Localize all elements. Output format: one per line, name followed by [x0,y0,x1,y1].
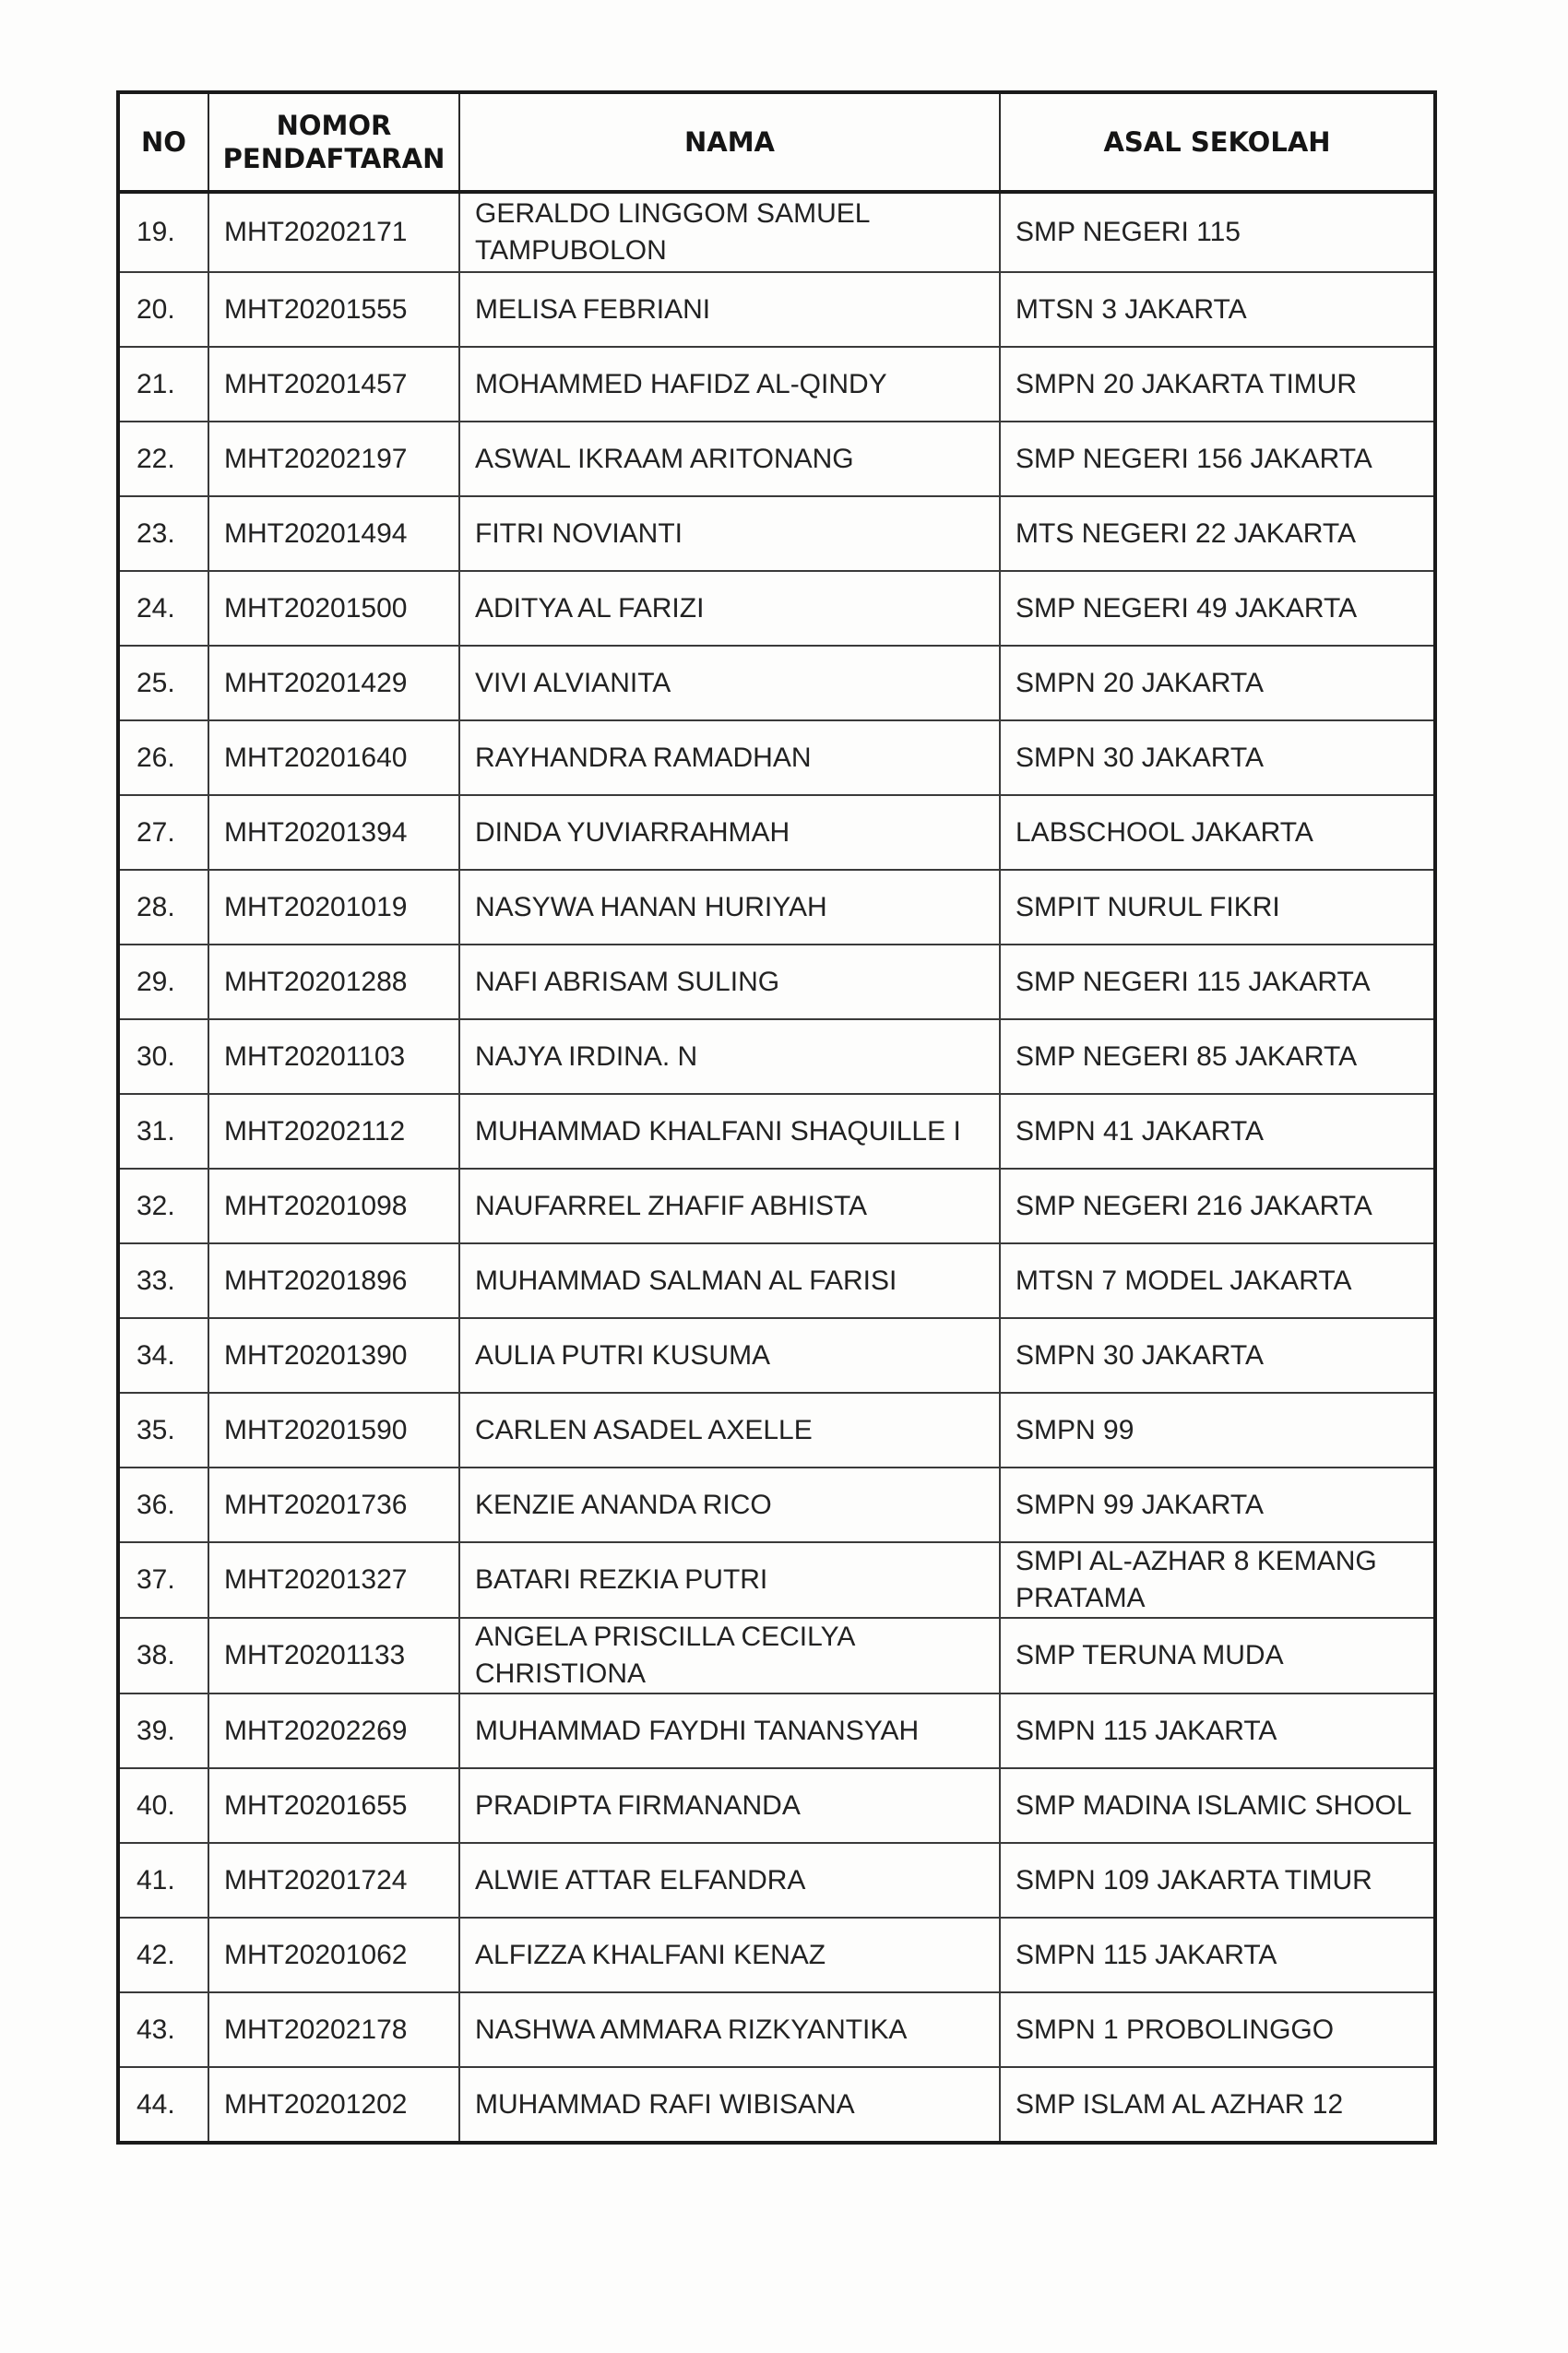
cell-nomor-pendaftaran: MHT20202197 [208,422,459,496]
cell-asal-sekolah: SMP MADINA ISLAMIC SHOOL [1000,1768,1435,1843]
cell-nama: ADITYA AL FARIZI [459,571,1000,646]
table-row [118,870,1435,945]
cell-asal-sekolah: SMPN 1 PROBOLINGGO [1000,1992,1435,2067]
cell-nama: RAYHANDRA RAMADHAN [459,720,1000,795]
cell-nama: MUHAMMAD FAYDHI TANANSYAH [459,1693,1000,1768]
cell-no: 42. [118,1918,208,1992]
table-row [118,1318,1435,1393]
cell-no: 23. [118,496,208,571]
cell-nomor-pendaftaran: MHT20201429 [208,646,459,720]
table-row [118,1768,1435,1843]
table-row [118,1618,1435,1693]
table-row [118,2067,1435,2143]
table-row [118,347,1435,422]
cell-asal-sekolah: SMPN 30 JAKARTA [1000,720,1435,795]
table-header [118,92,1435,192]
cell-asal-sekolah: SMP TERUNA MUDA [1000,1618,1435,1693]
cell-nomor-pendaftaran: MHT20201390 [208,1318,459,1393]
cell-nomor-pendaftaran: MHT20201327 [208,1542,459,1618]
cell-nomor-pendaftaran: MHT20201133 [208,1618,459,1693]
cell-no: 29. [118,945,208,1019]
cell-nomor-pendaftaran: MHT20202178 [208,1992,459,2067]
cell-asal-sekolah: SMPN 99 [1000,1393,1435,1468]
cell-nama: DINDA YUVIARRAHMAH [459,795,1000,870]
table-row [118,272,1435,347]
table-row [118,646,1435,720]
table-row [118,1693,1435,1768]
cell-nomor-pendaftaran: MHT20202112 [208,1094,459,1169]
cell-no: 36. [118,1468,208,1542]
cell-nama: FITRI NOVIANTI [459,496,1000,571]
cell-asal-sekolah: SMP ISLAM AL AZHAR 12 [1000,2067,1435,2143]
cell-nomor-pendaftaran: MHT20201590 [208,1393,459,1468]
cell-nomor-pendaftaran: MHT20201103 [208,1019,459,1094]
table-row [118,1094,1435,1169]
cell-asal-sekolah: MTSN 7 MODEL JAKARTA [1000,1243,1435,1318]
cell-no: 27. [118,795,208,870]
cell-nama: ASWAL IKRAAM ARITONANG [459,422,1000,496]
table-row [118,1542,1435,1618]
cell-nama: NASHWA AMMARA RIZKYANTIKA [459,1992,1000,2067]
cell-no: 43. [118,1992,208,2067]
cell-nomor-pendaftaran: MHT20202171 [208,192,459,272]
cell-nama: GERALDO LINGGOM SAMUEL TAMPUBOLON [459,192,1000,272]
cell-asal-sekolah: SMPN 20 JAKARTA TIMUR [1000,347,1435,422]
cell-nomor-pendaftaran: MHT20201896 [208,1243,459,1318]
cell-nama: ALWIE ATTAR ELFANDRA [459,1843,1000,1918]
cell-no: 30. [118,1019,208,1094]
cell-asal-sekolah: SMPN 30 JAKARTA [1000,1318,1435,1393]
cell-nama: NAJYA IRDINA. N [459,1019,1000,1094]
table-row [118,1243,1435,1318]
table-row [118,720,1435,795]
cell-nomor-pendaftaran: MHT20201019 [208,870,459,945]
cell-nomor-pendaftaran: MHT20201736 [208,1468,459,1542]
cell-asal-sekolah: MTSN 3 JAKARTA [1000,272,1435,347]
table-row [118,1019,1435,1094]
table-row [118,192,1435,272]
table-row [118,496,1435,571]
cell-nama: MUHAMMAD SALMAN AL FARISI [459,1243,1000,1318]
cell-asal-sekolah: SMP NEGERI 115 [1000,192,1435,272]
cell-nama: KENZIE ANANDA RICO [459,1468,1000,1542]
cell-asal-sekolah: SMPI AL-AZHAR 8 KEMANG PRATAMA [1000,1542,1435,1618]
cell-no: 22. [118,422,208,496]
cell-nomor-pendaftaran: MHT20201555 [208,272,459,347]
cell-nomor-pendaftaran: MHT20201655 [208,1768,459,1843]
cell-no: 21. [118,347,208,422]
cell-asal-sekolah: MTS NEGERI 22 JAKARTA [1000,496,1435,571]
cell-no: 41. [118,1843,208,1918]
cell-nomor-pendaftaran: MHT20201062 [208,1918,459,1992]
cell-nama: MUHAMMAD RAFI WIBISANA [459,2067,1000,2143]
cell-no: 20. [118,272,208,347]
cell-asal-sekolah: SMPN 115 JAKARTA [1000,1918,1435,1992]
cell-nama: NAUFARREL ZHAFIF ABHISTA [459,1169,1000,1243]
cell-nama: ANGELA PRISCILLA CECILYA CHRISTIONA [459,1618,1000,1693]
cell-asal-sekolah: SMPN 99 JAKARTA [1000,1468,1435,1542]
header-nomor-pendaftaran: NOMOR PENDAFTARAN [208,92,459,192]
student-list-table [116,90,1437,2145]
table-row [118,1169,1435,1243]
table-row [118,571,1435,646]
table-row [118,422,1435,496]
cell-nama: MUHAMMAD KHALFANI SHAQUILLE I [459,1094,1000,1169]
cell-no: 35. [118,1393,208,1468]
header-nama: NAMA [459,92,1000,192]
cell-nama: ALFIZZA KHALFANI KENAZ [459,1918,1000,1992]
header-row [118,92,1435,192]
table-row [118,945,1435,1019]
cell-asal-sekolah: SMP NEGERI 115 JAKARTA [1000,945,1435,1019]
table-row [118,1918,1435,1992]
cell-nomor-pendaftaran: MHT20201288 [208,945,459,1019]
cell-nomor-pendaftaran: MHT20201494 [208,496,459,571]
cell-no: 31. [118,1094,208,1169]
cell-nama: MELISA FEBRIANI [459,272,1000,347]
cell-no: 34. [118,1318,208,1393]
cell-nomor-pendaftaran: MHT20201394 [208,795,459,870]
cell-asal-sekolah: SMPN 20 JAKARTA [1000,646,1435,720]
header-no: NO [118,92,208,192]
table-row [118,1393,1435,1468]
table-body [118,192,1435,2143]
cell-no: 38. [118,1618,208,1693]
cell-no: 26. [118,720,208,795]
cell-nama: NAFI ABRISAM SULING [459,945,1000,1019]
cell-no: 25. [118,646,208,720]
cell-no: 37. [118,1542,208,1618]
cell-no: 44. [118,2067,208,2143]
cell-asal-sekolah: SMP NEGERI 49 JAKARTA [1000,571,1435,646]
cell-no: 32. [118,1169,208,1243]
cell-nomor-pendaftaran: MHT20201500 [208,571,459,646]
cell-asal-sekolah: SMPN 109 JAKARTA TIMUR [1000,1843,1435,1918]
cell-no: 28. [118,870,208,945]
table-row [118,1468,1435,1542]
cell-nomor-pendaftaran: MHT20202269 [208,1693,459,1768]
cell-nama: CARLEN ASADEL AXELLE [459,1393,1000,1468]
table-row [118,795,1435,870]
cell-nama: VIVI ALVIANITA [459,646,1000,720]
cell-asal-sekolah: SMPN 115 JAKARTA [1000,1693,1435,1768]
cell-nomor-pendaftaran: MHT20201098 [208,1169,459,1243]
cell-nama: PRADIPTA FIRMANANDA [459,1768,1000,1843]
cell-no: 24. [118,571,208,646]
cell-nomor-pendaftaran: MHT20201724 [208,1843,459,1918]
cell-asal-sekolah: SMP NEGERI 216 JAKARTA [1000,1169,1435,1243]
cell-no: 33. [118,1243,208,1318]
cell-asal-sekolah: LABSCHOOL JAKARTA [1000,795,1435,870]
table-row [118,1992,1435,2067]
cell-asal-sekolah: SMPIT NURUL FIKRI [1000,870,1435,945]
cell-no: 39. [118,1693,208,1768]
cell-no: 19. [118,192,208,272]
cell-nomor-pendaftaran: MHT20201202 [208,2067,459,2143]
cell-nama: AULIA PUTRI KUSUMA [459,1318,1000,1393]
cell-nama: MOHAMMED HAFIDZ AL-QINDY [459,347,1000,422]
cell-nama: BATARI REZKIA PUTRI [459,1542,1000,1618]
header-asal-sekolah: ASAL SEKOLAH [1000,92,1435,192]
cell-asal-sekolah: SMP NEGERI 156 JAKARTA [1000,422,1435,496]
cell-no: 40. [118,1768,208,1843]
cell-asal-sekolah: SMPN 41 JAKARTA [1000,1094,1435,1169]
table-row [118,1843,1435,1918]
cell-nomor-pendaftaran: MHT20201640 [208,720,459,795]
cell-asal-sekolah: SMP NEGERI 85 JAKARTA [1000,1019,1435,1094]
cell-nomor-pendaftaran: MHT20201457 [208,347,459,422]
cell-nama: NASYWA HANAN HURIYAH [459,870,1000,945]
